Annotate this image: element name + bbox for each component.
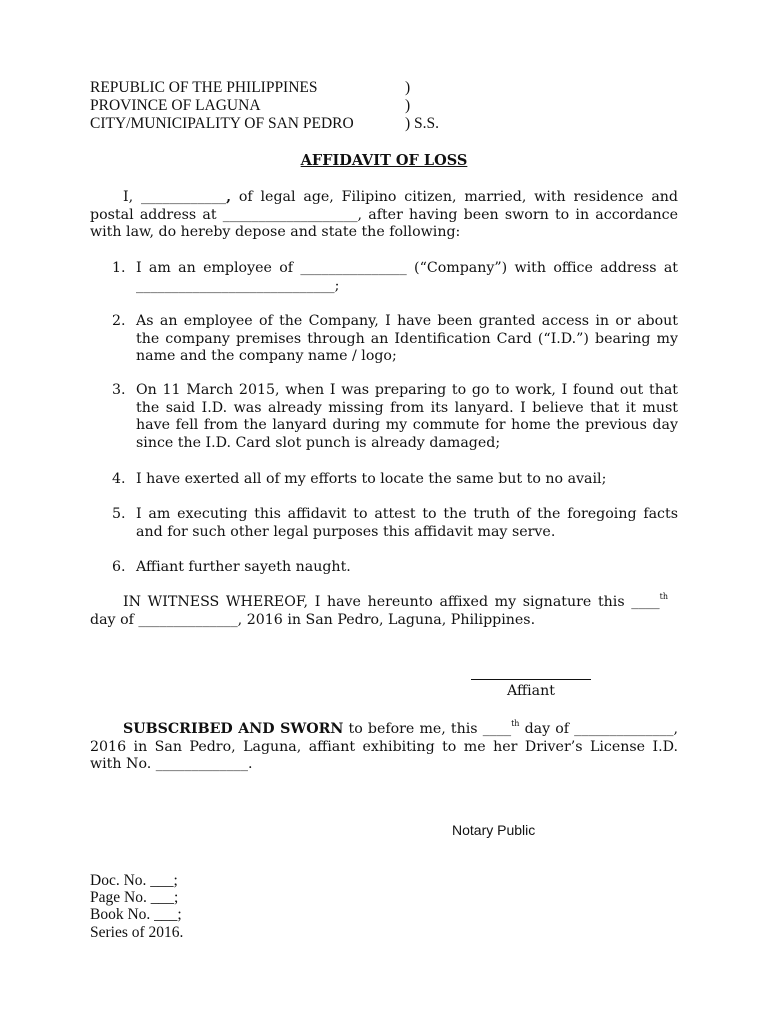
venue-city: CITY/MUNICIPALITY OF SAN PEDRO [90, 115, 354, 132]
intro-paragraph: I, ____________, of legal age, Filipino citizen, married, with residence and postal address at ___________________, after having been sworn to in accordance with law, do hereby depose and state the following: [90, 189, 679, 240]
series-year: Series of 2016. [90, 924, 184, 941]
affiant-name-blank: I, ____________ [123, 189, 227, 205]
signature-line [471, 679, 591, 680]
subscribed-paragraph: SUBSCRIBED AND SWORN to before me, this ____$^{th}$ day of ______________, 2016 in San Pedro, Laguna, affiant exhibiting to me her Driver’s License I.D. with No. _____________. [90, 719, 678, 772]
page-number: Page No. ___; [90, 889, 179, 906]
doc-number: Doc. No. ___; [90, 872, 178, 889]
venue-province: PROVINCE OF LAGUNA [90, 97, 261, 114]
venue-ss: ) S.S. [405, 115, 440, 132]
document-title: AFFIDAVIT OF LOSS [300, 152, 468, 169]
venue-republic: REPUBLIC OF THE PHILIPPINES [90, 79, 318, 96]
book-number: Book No. ___; [90, 906, 182, 923]
notary-public-label: Notary Public [452, 822, 536, 838]
affiant-label: Affiant [507, 683, 555, 699]
affidavit-page: REPUBLIC OF THE PHILIPPINES PROVINCE OF LAGUNA CITY/MUNICIPALITY OF SAN PEDRO ) ) ) S.S. AFFIDAVIT OF LOSS I, ____________, of legal age, Filipino citizen, married, with residence and postal address at ___________________, after having been sworn to in accordance with law, do hereby depose and state the following: 1. I am an employee of _______________ (“Company”) with office address at ____________________________; 2. As an employee of the Company, I have been granted access in or about the company premises through an Identification Card (“I.D.”) bearing my name and the company name / logo; 3. On 11 March 2015, when I was preparing to go to work, I found out that the said I.D. was already missing from its lanyard. I believe that it must have fell from the lanyard during my commute for home the previous day since the I.D. Card slot punch is already damaged; 4. I have exerted all of my efforts to locate the same but to no avail; 5. I am executing this affidavit to attest to the truth of the foregoing facts and for such other legal purposes this affidavit may serve. 6. Affiant further sayeth naught. IN WITNESS WHEREOF, I have hereunto affixed my signature this ____$^{th}$ day of ______________, 2016 in San Pedro, Laguna, Philippines. Affiant SUBSCRIBED AND SWORN to before me, this ____$^{th}$ day of ______________, 2016 in San Pedro, Laguna, affiant exhibiting to me her Driver’s License I.D. with No. _____________. Notary Public Doc. No. ___; Page No. ___; Book No. ___; Series of 2016. [0, 0, 768, 1024]
witness-paragraph: IN WITNESS WHEREOF, I have hereunto affixed my signature this ____$^{th}$ day of ______________, 2016 in San Pedro, Laguna, Philippines. [90, 592, 669, 628]
venue-paren-1: ) [405, 79, 411, 96]
venue-paren-2: ) [405, 97, 411, 114]
